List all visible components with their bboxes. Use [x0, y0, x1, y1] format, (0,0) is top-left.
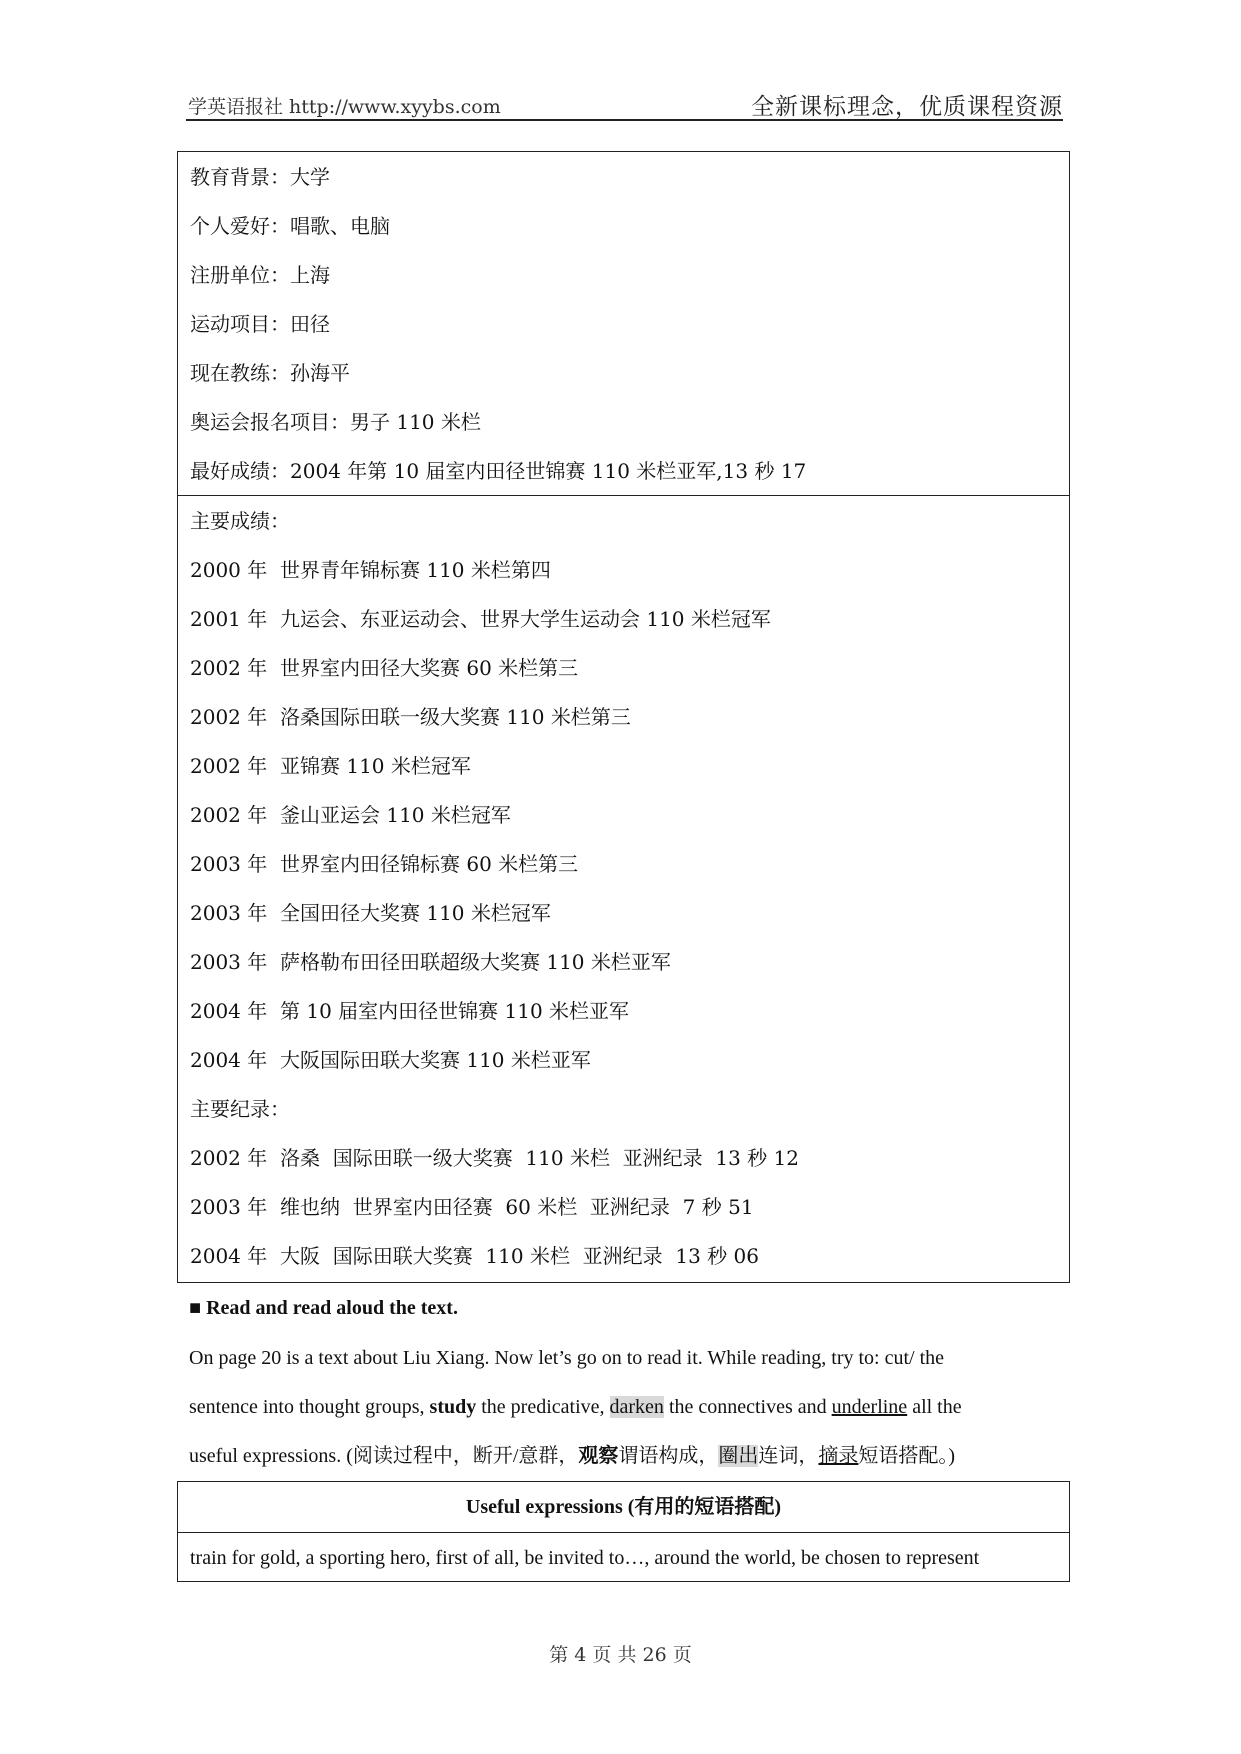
observe-keyword: 观察: [578, 1445, 619, 1467]
profile-line: 个人爱好：唱歌、电脑: [190, 214, 390, 238]
excerpt-keyword: 摘录: [818, 1445, 859, 1467]
record-text: 洛桑 国际田联一级大奖赛 110 米栏 亚洲纪录 13 秒 12: [279, 1146, 799, 1170]
header-site: 学英语报社 http://www.xyybs.com: [188, 96, 501, 118]
achievement-year: 2002 年: [190, 656, 268, 680]
achievements-table: [177, 495, 1070, 1283]
record-text: 维也纳 世界室内田径赛 60 米栏 亚洲纪录 7 秒 51: [279, 1195, 754, 1219]
record-year: 2003 年: [190, 1195, 268, 1219]
achievement-year: 2002 年: [190, 705, 268, 729]
achievement-text: 萨格勒布田径田联超级大奖赛 110 米栏亚军: [279, 950, 671, 974]
achievement-text: 世界室内田径锦标赛 60 米栏第三: [279, 852, 579, 876]
achievement-year: 2001 年: [190, 607, 268, 631]
section-heading: ■ Read and read aloud the text.: [189, 1297, 458, 1319]
achievement-row: [190, 901, 551, 925]
text-span: 短语搭配。): [858, 1445, 956, 1467]
useful-expressions-body: train for gold, a sporting hero, first of all, be invited to…, around the world, be chosen to represent: [190, 1547, 980, 1569]
profile-line: 注册单位：上海: [190, 263, 330, 287]
record-row: [190, 1146, 799, 1170]
achievement-year: 2002 年: [190, 754, 268, 778]
record-text: 大阪 国际田联大奖赛 110 米栏 亚洲纪录 13 秒 06: [279, 1244, 759, 1268]
useful-expressions-table: [177, 1481, 1070, 1582]
achievement-text: 亚锦赛 110 米栏冠军: [279, 754, 471, 778]
useful-expressions-title: Useful expressions (有用的短语搭配): [178, 1482, 1069, 1533]
record-row: [190, 1195, 754, 1219]
achievement-row: [190, 1048, 591, 1072]
text-span: sentence into thought groups,: [189, 1396, 430, 1418]
record-year: 2004 年: [190, 1244, 268, 1268]
profile-line: 奥运会报名项目：男子 110 米栏: [190, 410, 481, 434]
achievement-row: [190, 999, 629, 1023]
instruction-line-3: [189, 1444, 1061, 1468]
achievement-year: 2004 年: [190, 999, 268, 1023]
record-row: [190, 1244, 759, 1268]
achievement-year: 2003 年: [190, 852, 268, 876]
achievement-text: 大阪国际田联大奖赛 110 米栏亚军: [279, 1048, 591, 1072]
achievement-row: [190, 656, 578, 680]
achievement-year: 2002 年: [190, 803, 268, 827]
achievement-text: 第 10 届室内田径世锦赛 110 米栏亚军: [279, 999, 630, 1023]
profile-line: 教育背景：大学: [190, 165, 330, 189]
achievement-row: [190, 607, 771, 631]
text-span: 连词，: [758, 1445, 819, 1467]
achievement-text: 世界青年锦标赛 110 米栏第四: [279, 558, 551, 582]
achievement-text: 釜山亚运会 110 米栏冠军: [279, 803, 511, 827]
instruction-line-1: On page 20 is a text about Liu Xiang. Now let’s go on to read it. While reading, try to: cut/ the: [189, 1347, 945, 1369]
achievement-year: 2000 年: [190, 558, 268, 582]
profile-line: 最好成绩：2004 年第 10 届室内田径世锦赛 110 米栏亚军,13 秒 17: [190, 459, 807, 483]
achievement-row: [190, 950, 671, 974]
profile-table: [177, 151, 1070, 496]
study-keyword: study: [429, 1396, 477, 1418]
text-span: all the: [907, 1396, 962, 1418]
header-rule: [186, 119, 1063, 121]
achievement-text: 全国田径大奖赛 110 米栏冠军: [279, 901, 551, 925]
header-slogan: 全新课标理念，优质课程资源: [751, 94, 1063, 120]
underline-keyword: underline: [831, 1396, 908, 1418]
achievement-row: [190, 852, 578, 876]
achievement-row: [190, 803, 511, 827]
achievement-row: [190, 705, 631, 729]
text-span: the predicative,: [476, 1396, 610, 1418]
achievements-label: 主要成绩：: [190, 509, 290, 533]
achievement-year: 2003 年: [190, 901, 268, 925]
text-span: useful expressions. (阅读过程中，断开/意群，: [189, 1445, 579, 1467]
profile-line: 运动项目：田径: [190, 312, 330, 336]
achievement-row: [190, 754, 471, 778]
instruction-line-2: [189, 1395, 1061, 1419]
records-label: 主要纪录：: [190, 1097, 290, 1121]
record-year: 2002 年: [190, 1146, 268, 1170]
achievement-text: 九运会、东亚运动会、世界大学生运动会 110 米栏冠军: [279, 607, 771, 631]
darken-keyword: darken: [609, 1396, 664, 1418]
achievement-year: 2004 年: [190, 1048, 268, 1072]
profile-line: 现在教练：孙海平: [190, 361, 350, 385]
achievement-text: 世界室内田径大奖赛 60 米栏第三: [279, 656, 579, 680]
achievement-year: 2003 年: [190, 950, 268, 974]
text-span: the connectives and: [663, 1396, 832, 1418]
text-span: 谓语构成，: [618, 1445, 719, 1467]
achievement-text: 洛桑国际田联一级大奖赛 110 米栏第三: [279, 705, 631, 729]
page-footer: 第 4 页 共 26 页: [549, 1644, 692, 1666]
achievement-row: [190, 558, 551, 582]
circle-keyword: 圈出: [718, 1445, 759, 1467]
